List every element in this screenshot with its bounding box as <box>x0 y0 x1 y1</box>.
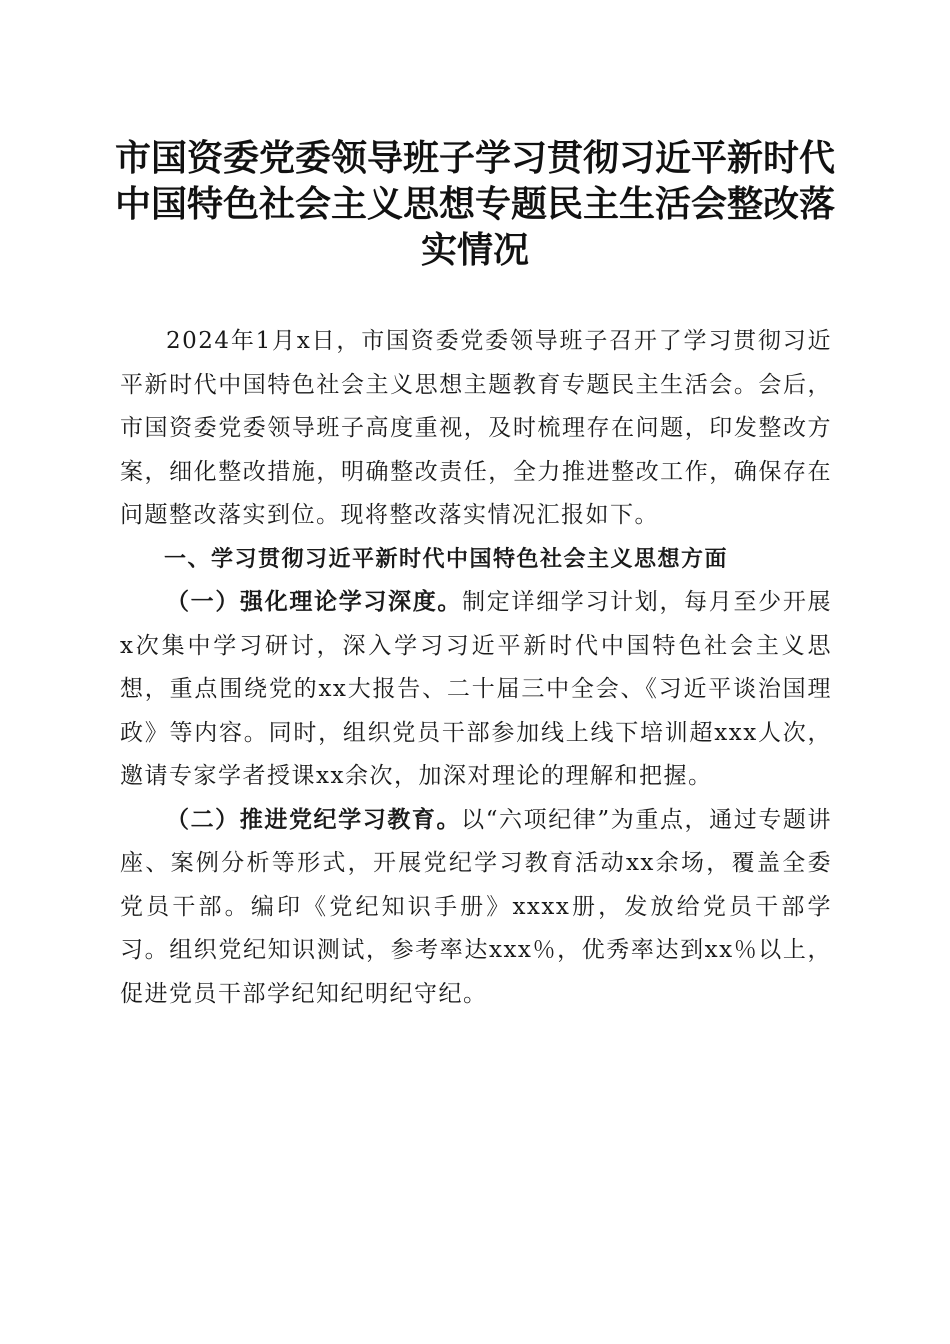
document-title <box>95 135 855 273</box>
section-item-1 <box>120 581 832 799</box>
title-line-2: 中国特色社会主义思想专题民主生活会整改落 <box>114 183 835 225</box>
item-1-text: 制定详细学习计划，每月至少开展x次集中学习研讨，深入学习习近平新时代中国特色社会主义思想，重点围绕党的xx大报告、二十届三中全会、《习近平谈治国理政》等内容。同时，组织党员干部参加线上线下培训超xxx人次，邀请专家学者授课xx余次，加深对理论的理解和把握。 <box>120 589 833 789</box>
intro-paragraph: 2024年1月x日，市国资委党委领导班子召开了学习贯彻习近平新时代中国特色社会主义思想主题教育专题民主生活会。会后，市国资委党委领导班子高度重视，及时梳理存在问题，印发整改方案，细化整改措施，明确整改责任，全力推进整改工作，确保存在问题整改落实到位。现将整改落实情况汇报如下。 <box>120 328 832 528</box>
item-2-text: 以“六项纪律”为重点，通过专题讲座、案例分析等形式，开展党纪学习教育活动xx余场，覆盖全委党员干部。编印《党纪知识手册》xxxx册，发放给党员干部学习。组织党纪知识测试，参考率达xxx％，优秀率达到xx％以上，促进党员干部学纪知纪明纪守纪。 <box>120 806 832 1007</box>
item-2-subtitle: （二）推进党纪学习教育。 <box>166 806 462 833</box>
section-item-2 <box>120 799 832 1017</box>
section-heading: 一、学习贯彻习近平新时代中国特色社会主义思想方面 <box>164 546 729 572</box>
title-line-3: 实情况 <box>420 229 529 271</box>
item-1-subtitle: （一）强化理论学习深度。 <box>166 589 463 615</box>
title-line-1: 市国资委党委领导班子学习贯彻习近平新时代 <box>114 137 835 179</box>
document-body <box>120 320 832 1016</box>
